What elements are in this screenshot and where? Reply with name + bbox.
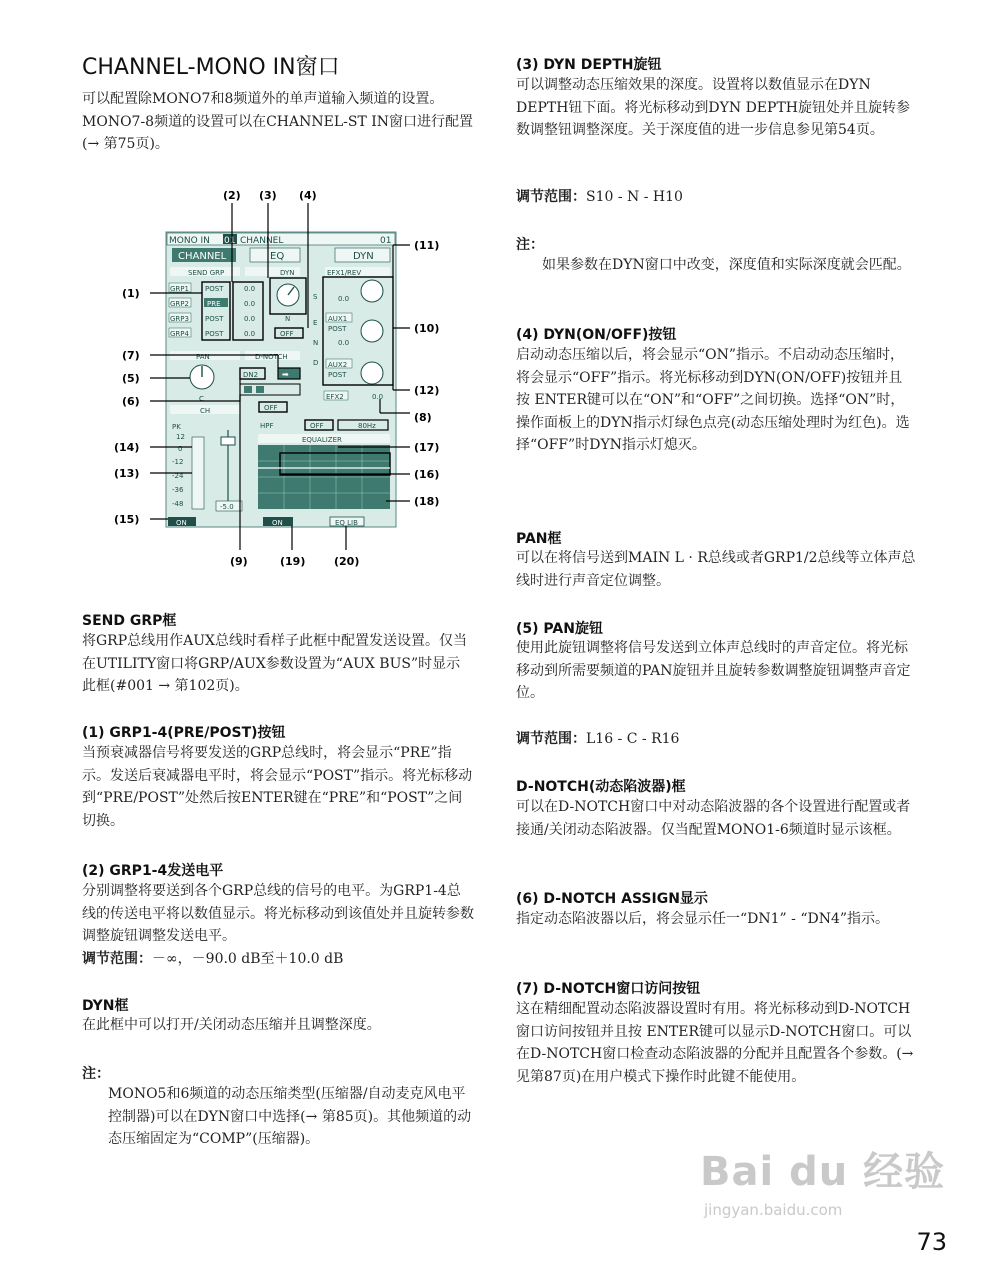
callout-18: (18) — [414, 495, 440, 508]
s1-text: 当预衰减器信号将要发送的GRP总线时，将会显示“PRE”指示。发送后衰减器电平时，将会显示“POST”指示。将光标移动到“PRE/POST”处然后按ENTER键在“PRE”和“POST”之间切换。 — [82, 745, 473, 829]
pan-text: 可以在将信号送到MAIN L · R总线或者GRP1/2总线等立体声总线时进行声音定位调整。 — [516, 550, 916, 589]
dnotch-heading: D-NOTCH(动态陷波器)框 — [516, 779, 686, 795]
s6-heading: (6) D-NOTCH ASSIGN显示 — [516, 891, 708, 907]
dyn-text: 在此框中可以打开/关闭动态压缩并且调整深度。 — [82, 1017, 381, 1033]
send-grp-text: 将GRP总线用作AUX总线时看样子此框中配置发送设置。仅当在UTILITY窗口将GRP/AUX参数设置为“AUX BUS”时显示此框(#001 → 第102页)。 — [82, 633, 468, 694]
s5-heading: (5) PAN旋钮 — [516, 621, 603, 637]
note-text-right: 如果参数在DYN窗口中改变，深度值和实际深度就会匹配。 — [542, 257, 911, 273]
dyn-depth-value: N — [285, 315, 291, 323]
ch-right: 01 — [380, 236, 392, 246]
s6-text: 指定动态陷波器以后，将会显示任一“DN1” - “DN4”指示。 — [516, 911, 890, 927]
page-title: CHANNEL-MONO IN窗口 — [82, 55, 340, 80]
s2-heading: (2) GRP1-4发送电平 — [82, 863, 224, 879]
s1-heading: (1) GRP1-4(PRE/POST)按钮 — [82, 725, 286, 741]
s3-heading: (3) DYN DEPTH旋钮 — [516, 57, 662, 73]
callout-14: (14) — [114, 441, 140, 454]
meter-n24: -24 — [172, 472, 184, 480]
fader-knob — [221, 437, 235, 445]
note-label-right: 注： — [516, 237, 544, 253]
callout-12: (12) — [414, 384, 440, 397]
side-d: D — [313, 359, 319, 367]
s4-text: 启动动态压缩以后，将会显示“ON”指示。不启动动态压缩时，将会显示“OFF”指示。将光标移动到DYN(ON/OFF)按钮并且按 ENTER键可以在“ON”和“OFF”之间切换。选择“ON”时，操作面板上的DYN指示灯绿色点亮(动态压缩处理时为红色)。选择“OFF”时DYN指示灯熄灭。 — [516, 347, 910, 453]
aux2-post: POST — [328, 371, 347, 379]
fader-value: -5.0 — [220, 503, 234, 511]
s2-range-value: －∞，－90.0 dB至＋10.0 dB — [152, 951, 344, 967]
eq-lib: EQ LIB — [335, 519, 358, 527]
send-grp-label: SEND GRP — [188, 269, 225, 277]
mono-in-label: MONO IN — [169, 236, 210, 246]
grp3-level: 0.0 — [244, 315, 256, 323]
tab-channel: CHANNEL — [178, 251, 227, 262]
note-label-left: 注： — [82, 1066, 110, 1082]
equalizer-label: EQUALIZER — [302, 436, 342, 444]
efx2-level: 0.0 — [372, 393, 384, 401]
efx-label: EFX1/REV — [327, 269, 362, 277]
aux2-label: AUX2 — [328, 361, 348, 369]
dyn-label: DYN — [280, 269, 295, 277]
grp2-label: GRP2 — [170, 300, 189, 308]
callout-17: (17) — [414, 441, 440, 454]
s2-text: 分别调整将要送到各个GRP总线的信号的电平。为GRP1-4总线的传送电平将以数值显示。将光标移动到该值处并且旋转参数调整旋钮调整发送电平。 — [82, 883, 474, 944]
s5-text: 使用此旋钮调整将信号发送到立体声总线时的声音定位。将光标移动到所需要频道的PAN旋钮并且旋转参数调整旋钮调整声音定位。 — [516, 640, 911, 701]
pan-label: PAN — [196, 353, 210, 361]
level-meter — [192, 437, 204, 509]
hpf-freq: 80Hz — [358, 422, 376, 430]
page-number: 73 — [916, 1228, 947, 1256]
callout-2: (2) — [223, 189, 241, 202]
hpf-off: OFF — [310, 422, 324, 430]
s3-range — [516, 186, 916, 209]
s2-range-label: 调节范围： — [82, 951, 152, 967]
callout-1: (1) — [122, 287, 140, 300]
watermark-url: jingyan.baidu.com — [704, 1201, 843, 1219]
grp4-post: POST — [205, 330, 224, 338]
svg-text:➡: ➡ — [282, 370, 289, 379]
channel-window-figure — [110, 185, 480, 580]
tab-dyn: DYN — [353, 251, 374, 262]
intro-text: 可以配置除MONO7和8频道外的单声道输入频道的设置。MONO7-8频道的设置可以在CHANNEL-ST IN窗口进行配置(→ 第75页)。 — [82, 91, 474, 152]
meter-n36: -36 — [172, 486, 184, 494]
s5-range-value: L16 - C - R16 — [586, 731, 680, 747]
ch-label: CH — [200, 407, 211, 415]
grp1-label: GRP1 — [170, 285, 189, 293]
s3-text: 可以调整动态压缩效果的深度。设置将以数值显示在DYN DEPTH钮下面。将光标移动到DYN DEPTH旋钮处并且旋转参数调整钮调整深度。关于深度值的进一步信息参见第54页。 — [516, 77, 910, 138]
dnotch-text: 可以在D-NOTCH窗口中对动态陷波器的各个设置进行配置或者接通/关闭动态陷波器。仅当配置MONO1-6频道时显示该框。 — [516, 799, 911, 838]
pk-label: PK — [172, 423, 181, 431]
s3-range-label: 调节范围： — [516, 189, 586, 205]
dnotch-off: OFF — [264, 404, 278, 412]
pan-value: C — [199, 395, 204, 403]
efx1-level: 0.0 — [338, 295, 350, 303]
callout-19: (19) — [280, 555, 306, 568]
efx2-label: EFX2 — [326, 393, 344, 401]
aux1-level: 0.0 — [338, 339, 350, 347]
grp1-post: POST — [205, 285, 224, 293]
callout-8: (8) — [414, 411, 432, 424]
channel-label: CHANNEL — [240, 236, 284, 246]
s7-text: 这在精细配置动态陷波器设置时有用。将光标移动到D-NOTCH窗口访问按钮并且按 ENTER键可以显示D-NOTCH窗口。可以在D-NOTCH窗口检查动态陷波器的分配并且配置各个参数。(→ 见第87页)在用户模式下操作时此键不能使用。 — [516, 1001, 914, 1085]
grp2-level: 0.0 — [244, 300, 256, 308]
tab-eq: EQ — [270, 251, 285, 262]
callout-3: (3) — [259, 189, 277, 202]
callout-7: (7) — [122, 349, 140, 362]
aux1-label: AUX1 — [328, 315, 348, 323]
pan-heading: PAN框 — [516, 531, 562, 547]
figure-svg — [110, 185, 480, 580]
meter-n48: -48 — [172, 500, 184, 508]
on-center: ON — [272, 519, 283, 527]
grp3-label: GRP3 — [170, 315, 189, 323]
s3-range-value: S10 - N - H10 — [586, 189, 683, 205]
note-text-left: MONO5和6频道的动态压缩类型(压缩器/自动麦克风电平控制器)可以在DYN窗口中选择(→ 第85页)。其他频道的动态压缩固定为“COMP”(压缩器)。 — [108, 1086, 472, 1147]
callout-16: (16) — [414, 468, 440, 481]
meter-n12: -12 — [172, 458, 184, 466]
side-e: E — [313, 319, 318, 327]
dyn-off: OFF — [280, 330, 294, 338]
callout-10: (10) — [414, 322, 440, 335]
s5-range-label: 调节范围： — [516, 731, 586, 747]
callout-11: (11) — [414, 239, 440, 252]
ch-num: 01 — [224, 236, 236, 246]
grp3-post: POST — [205, 315, 224, 323]
callout-6: (6) — [122, 395, 140, 408]
dyn-heading: DYN框 — [82, 998, 129, 1014]
send-grp-heading: SEND GRP框 — [82, 613, 177, 629]
side-n: N — [313, 339, 319, 347]
watermark-brand: Bai du 经验 — [700, 1149, 946, 1195]
grp4-level: 0.0 — [244, 330, 256, 338]
s4-heading: (4) DYN(ON/OFF)按钮 — [516, 327, 677, 343]
callout-13: (13) — [114, 467, 140, 480]
watermark — [700, 1140, 945, 1219]
s7-heading: (7) D-NOTCH窗口访问按钮 — [516, 981, 701, 997]
callout-4: (4) — [299, 189, 317, 202]
meter-0: 0 — [178, 445, 183, 453]
hpf-label: HPF — [260, 422, 274, 430]
callout-15: (15) — [114, 513, 140, 526]
on-left: ON — [176, 519, 187, 527]
grp4-label: GRP4 — [170, 330, 189, 338]
callout-20: (20) — [334, 555, 360, 568]
s2-range — [82, 948, 474, 971]
dn-assign: DN2 — [243, 371, 259, 379]
grp1-level: 0.0 — [244, 285, 256, 293]
grp2-pre: PRE — [207, 300, 221, 308]
dnotch-label: D-NOTCH — [255, 353, 288, 361]
meter-12: 12 — [176, 433, 185, 441]
callout-9: (9) — [230, 555, 248, 568]
callout-5: (5) — [122, 372, 140, 385]
side-s: S — [313, 293, 318, 301]
aux1-post: POST — [328, 325, 347, 333]
s5-range — [516, 728, 916, 751]
